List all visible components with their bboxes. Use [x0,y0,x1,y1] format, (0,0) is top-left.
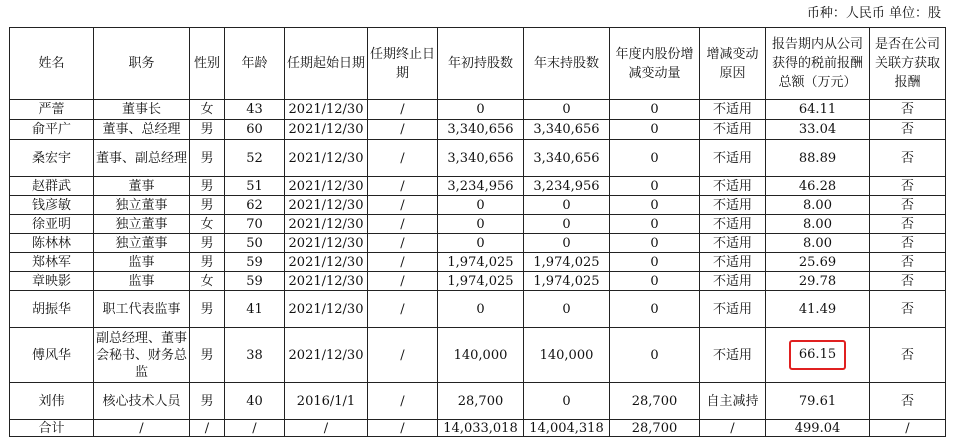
cell: 2021/12/30 [285,234,368,253]
cell: 独立董事 [94,234,190,253]
cell: 140,000 [438,328,524,383]
cell: / [94,420,190,437]
cell: 合计 [10,420,94,437]
cell: / [368,272,438,291]
cell: 52 [225,140,285,177]
cell: 副总经理、董事会秘书、财务总监 [94,328,190,383]
cell: 不适用 [700,177,766,196]
cell: 50 [225,234,285,253]
cell: 0 [610,215,700,234]
cell: 14,004,318 [524,420,610,437]
cell: 不适用 [700,328,766,383]
cell: 不适用 [700,140,766,177]
cell: 男 [190,291,225,328]
cell: 否 [870,215,946,234]
header-cell: 报告期内从公司获得的税前报酬总额（万元） [766,28,870,100]
cell: 3,234,956 [438,177,524,196]
cell: / [225,420,285,437]
header-cell: 增减变动原因 [700,28,766,100]
cell: 0 [524,383,610,420]
cell: 2021/12/30 [285,196,368,215]
cell: 否 [870,140,946,177]
cell: 否 [870,120,946,140]
cell: 3,340,656 [524,140,610,177]
header-cell: 年初持股数 [438,28,524,100]
cell: 0 [524,100,610,120]
cell: 8.00 [766,196,870,215]
cell: 29.78 [766,272,870,291]
table-row [10,177,946,196]
header-cell: 任期终止日期 [368,28,438,100]
cell: 2021/12/30 [285,253,368,272]
cell: 0 [610,234,700,253]
cell: 核心技术人员 [94,383,190,420]
header-cell: 年末持股数 [524,28,610,100]
cell: 男 [190,328,225,383]
cell: / [368,234,438,253]
cell: 0 [438,291,524,328]
cell: 女 [190,100,225,120]
table-row [10,291,946,328]
cell: 0 [610,100,700,120]
cell: 0 [524,291,610,328]
cell: 不适用 [700,234,766,253]
table-row [10,120,946,140]
cell: 3,340,656 [524,120,610,140]
header-cell: 性别 [190,28,225,100]
cell: 40 [225,383,285,420]
cell: 2021/12/30 [285,291,368,328]
cell: 3,234,956 [524,177,610,196]
cell: 男 [190,196,225,215]
cell: 41.49 [766,291,870,328]
cell: 职工代表监事 [94,291,190,328]
table-row [10,234,946,253]
cell: 监事 [94,253,190,272]
cell: 2021/12/30 [285,140,368,177]
cell: 499.04 [766,420,870,437]
cell: 2021/12/30 [285,215,368,234]
cell: 否 [870,291,946,328]
total-row [10,420,946,437]
cell: 否 [870,177,946,196]
cell: 0 [610,272,700,291]
cell: 男 [190,234,225,253]
cell: 8.00 [766,234,870,253]
cell: 独立董事 [94,215,190,234]
cell: 79.61 [766,383,870,420]
cell: / [368,140,438,177]
cell: 自主减持 [700,383,766,420]
cell: 0 [610,291,700,328]
cell: 28,700 [438,383,524,420]
shareholding-compensation-table [9,27,946,437]
cell: 独立董事 [94,196,190,215]
cell: 28,700 [610,420,700,437]
cell: / [368,383,438,420]
cell: / [368,100,438,120]
cell: 不适用 [700,215,766,234]
cell: 0 [438,234,524,253]
cell: 28,700 [610,383,700,420]
cell: 监事 [94,272,190,291]
table-row [10,328,946,383]
cell: 否 [870,272,946,291]
cell: 46.28 [766,177,870,196]
cell: 64.11 [766,100,870,120]
cell: 胡振华 [10,291,94,328]
table-header-row [10,28,946,100]
cell: 不适用 [700,272,766,291]
cell: 43 [225,100,285,120]
cell: 0 [524,234,610,253]
cell: 88.89 [766,140,870,177]
cell: 3,340,656 [438,120,524,140]
cell: 60 [225,120,285,140]
cell: 徐亚明 [10,215,94,234]
cell: / [190,420,225,437]
cell: 不适用 [700,120,766,140]
table-row [10,140,946,177]
cell: 0 [610,328,700,383]
cell: 2016/1/1 [285,383,368,420]
cell: 1,974,025 [524,272,610,291]
cell: 不适用 [700,253,766,272]
header-cell: 任期起始日期 [285,28,368,100]
cell: 女 [190,272,225,291]
table-row [10,215,946,234]
cell: / [870,420,946,437]
cell: / [368,177,438,196]
cell: 25.69 [766,253,870,272]
cell: 郑林军 [10,253,94,272]
table-row [10,196,946,215]
cell: 140,000 [524,328,610,383]
table-row [10,383,946,420]
cell: 0 [438,100,524,120]
cell: / [368,253,438,272]
cell: / [700,420,766,437]
cell: 否 [870,196,946,215]
cell: 陈林林 [10,234,94,253]
table-row [10,253,946,272]
cell: 女 [190,215,225,234]
cell: 男 [190,383,225,420]
cell: 否 [870,328,946,383]
cell: 章映影 [10,272,94,291]
cell: 33.04 [766,120,870,140]
cell: 70 [225,215,285,234]
cell: 0 [438,196,524,215]
cell: 2021/12/30 [285,177,368,196]
header-cell: 年度内股份增减变动量 [610,28,700,100]
cell: / [368,215,438,234]
cell: / [368,328,438,383]
cell: 桑宏宇 [10,140,94,177]
cell: 俞平广 [10,120,94,140]
cell: 严蕾 [10,100,94,120]
cell: 不适用 [700,196,766,215]
cell: 14,033,018 [438,420,524,437]
cell: 8.00 [766,215,870,234]
cell: 不适用 [700,100,766,120]
table-row [10,100,946,120]
cell: / [368,196,438,215]
cell: 2021/12/30 [285,328,368,383]
highlighted-cell [766,328,870,383]
highlight-box: 66.15 [789,340,846,370]
cell: / [285,420,368,437]
cell: 2021/12/30 [285,100,368,120]
cell: 38 [225,328,285,383]
currency-unit-note: 币种：人民币 单位：股 [806,6,941,21]
cell: / [368,291,438,328]
cell: 钱彦敏 [10,196,94,215]
cell: 59 [225,253,285,272]
cell: 2021/12/30 [285,120,368,140]
cell: 62 [225,196,285,215]
cell: / [368,420,438,437]
cell: 0 [524,196,610,215]
cell: 0 [610,120,700,140]
cell: 董事、总经理 [94,120,190,140]
header-cell: 年龄 [225,28,285,100]
cell: 0 [610,253,700,272]
cell: 0 [524,215,610,234]
cell: 1,974,025 [438,253,524,272]
cell: 男 [190,120,225,140]
cell: 0 [610,196,700,215]
cell: 男 [190,177,225,196]
cell: 1,974,025 [524,253,610,272]
cell: 51 [225,177,285,196]
cell: 否 [870,234,946,253]
cell: 否 [870,383,946,420]
header-cell: 是否在公司关联方获取报酬 [870,28,946,100]
cell: 3,340,656 [438,140,524,177]
header-cell: 职务 [94,28,190,100]
cell: 傅风华 [10,328,94,383]
cell: 1,974,025 [438,272,524,291]
cell: 男 [190,140,225,177]
cell: 41 [225,291,285,328]
header-cell: 姓名 [10,28,94,100]
cell: 否 [870,253,946,272]
cell: / [368,120,438,140]
cell: 0 [610,140,700,177]
cell: 董事、副总经理 [94,140,190,177]
cell: 赵群武 [10,177,94,196]
cell: 0 [438,215,524,234]
cell: 0 [610,177,700,196]
cell: 59 [225,272,285,291]
cell: 董事长 [94,100,190,120]
cell: 刘伟 [10,383,94,420]
cell: 2021/12/30 [285,272,368,291]
cell: 不适用 [700,291,766,328]
cell: 董事 [94,177,190,196]
cell: 否 [870,100,946,120]
cell: 男 [190,253,225,272]
table-row [10,272,946,291]
